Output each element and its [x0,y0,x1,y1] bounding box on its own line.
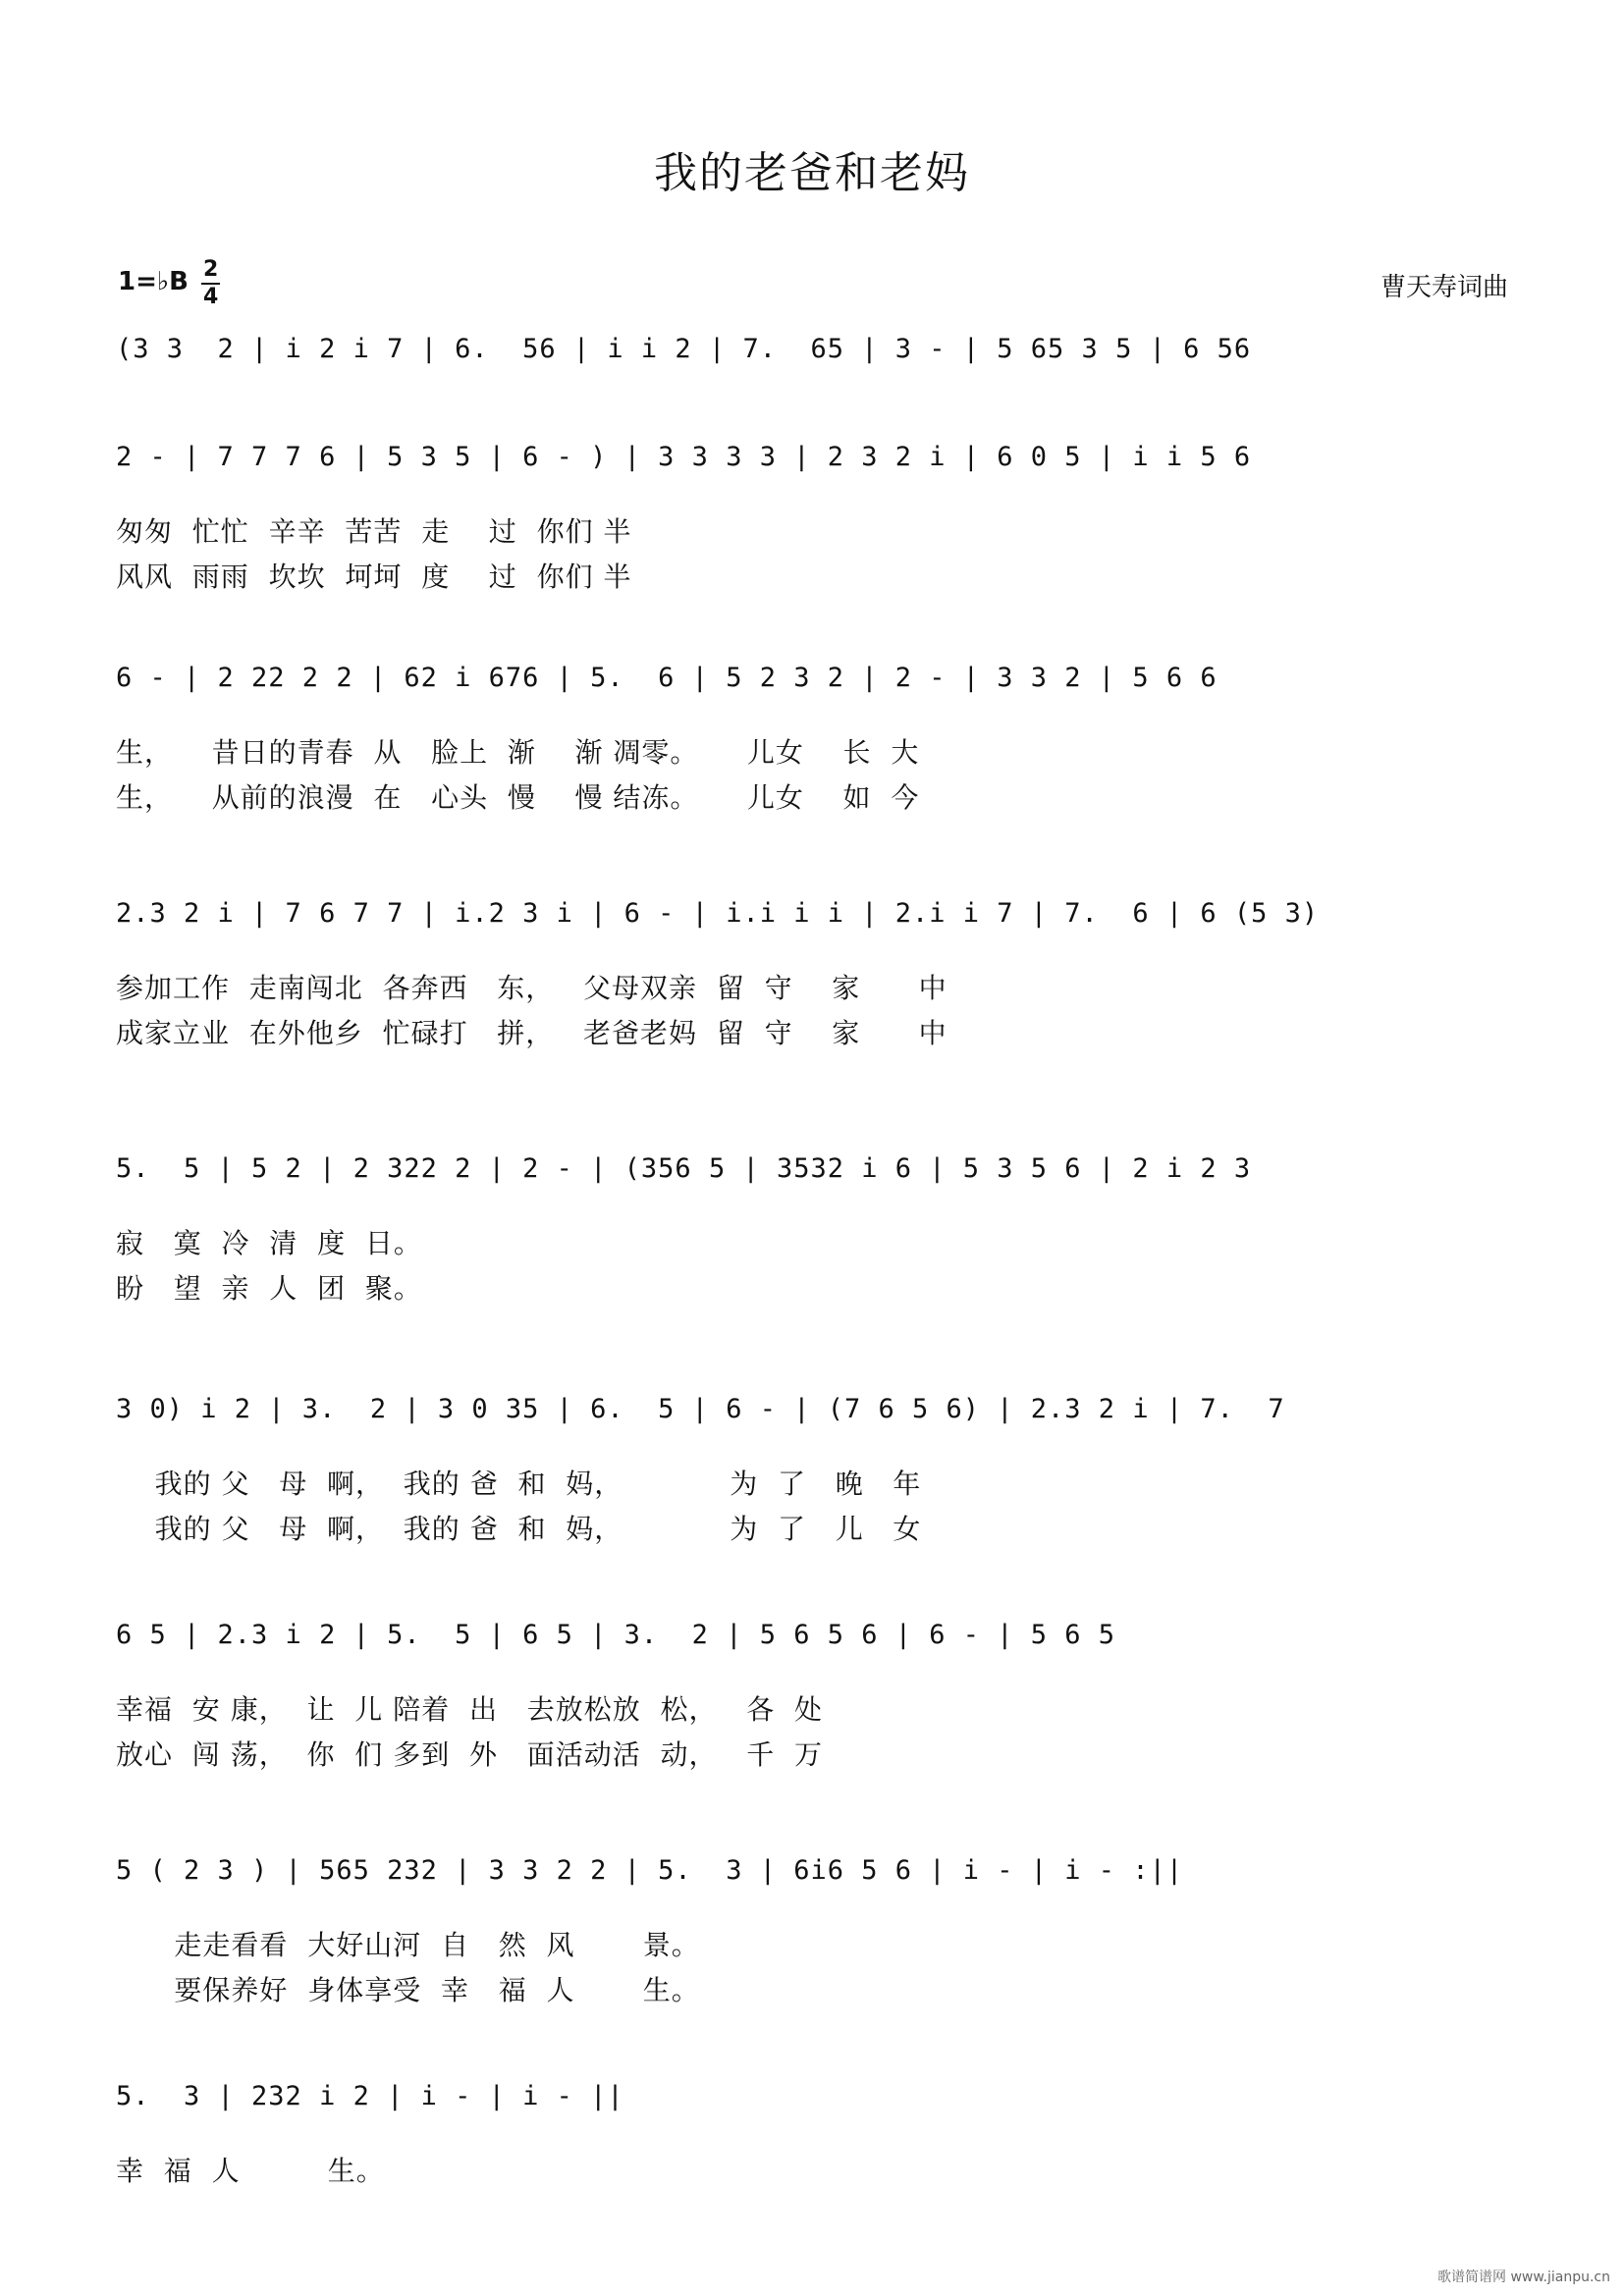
lyric-line: 匆匆 忙忙 辛辛 苦苦 走 过 你们 半 [116,515,632,548]
meter-top: 2 [201,257,220,285]
lyric-line: 生， 从前的浪漫 在 心头 慢 慢 结冻。 儿女 如 今 [116,781,920,814]
lyric-line: 风风 雨雨 坎坎 坷坷 度 过 你们 半 [116,561,632,593]
time-signature [201,257,220,310]
notation-row [98,1610,1532,1669]
lyric-line: 我的 父 母 啊， 我的 爸 和 妈， 为 了 儿 女 [116,1513,922,1545]
notation-text: 5 ( 2 3 ) | 565 232 | 3 3 2 2 | 5. 3 | 6i6 5 6 | i - | i - :|| [116,1855,1184,1886]
lyric-line: 生， 昔日的青春 从 脸上 渐 渐 凋零。 儿女 长 大 [116,736,920,769]
notation-row [98,653,1532,712]
lyric-line: 幸 福 人 生。 [116,2155,385,2187]
watermark: 歌谱简谱网 www.jianpu.cn [1437,2269,1610,2285]
notation-text: 6 5 | 2.3 i 2 | 5. 5 | 6 5 | 3. 2 | 5 6 5 6 | 6 - | 5 6 5 [116,1620,1116,1650]
lyric-line: 要保养好 身体享受 幸 福 人 生。 [116,1974,700,2006]
notation-text: 5. 5 | 5 2 | 2 322 2 | 2 - | (356 5 | 3532 i 6 | 5 3 5 6 | 2 i 2 3 [116,1153,1252,1184]
song-title: 我的老爸和老妈 [654,148,970,198]
notation-row [98,324,1532,383]
lyric-line: 盼 望 亲 人 团 聚。 [116,1272,422,1305]
notation-row [98,1845,1532,1904]
lyric-line: 放心 闯 荡， 你 们 多到 外 面活动活 动， 千 万 [116,1738,824,1771]
lyric-line: 幸福 安 康， 让 儿 陪着 出 去放松放 松， 各 处 [116,1693,824,1726]
notation-text: 6 - | 2 22 2 2 | 62 i 676 | 5. 6 | 5 2 3 2 | 2 - | 3 3 2 | 5 6 6 [116,663,1218,693]
lyric-line: 参加工作 走南闯北 各奔西 东， 父母双亲 留 守 家 中 [116,972,947,1004]
notation-row [98,1144,1532,1202]
notation-text: 5. 3 | 232 i 2 | i - | i - || [116,2081,624,2111]
composer-credit: 曹天寿词曲 [1380,273,1508,302]
notation-row [98,888,1532,947]
notation-text: (3 3 2 | i 2 i 7 | 6. 56 | i i 2 | 7. 65 | 3 - | 5 65 3 5 | 6 56 [116,334,1252,364]
notation-text: 3 0) i 2 | 3. 2 | 3 0 35 | 6. 5 | 6 - | (7 6 5 6) | 2.3 2 i | 7. 7 [116,1394,1285,1424]
notation-text: 2.3 2 i | 7 6 7 7 | i.2 3 i | 6 - | i.i i i | 2.i i 7 | 7. 6 | 6 (5 3) [116,898,1320,929]
lyric-line: 我的 父 母 啊， 我的 爸 和 妈， 为 了 晚 年 [116,1468,922,1500]
meter-bottom: 4 [203,285,219,309]
lyric-line: 成家立业 在外他乡 忙碌打 拼， 老爸老妈 留 守 家 中 [116,1017,947,1049]
key-signature: 1=♭B [118,267,189,296]
lyric-line: 寂 寞 冷 清 度 日。 [116,1227,422,1259]
notation-text: 2 - | 7 7 7 6 | 5 3 5 | 6 - ) | 3 3 3 3 | 2 3 2 i | 6 0 5 | i i 5 6 [116,442,1252,472]
notation-row [98,432,1532,491]
notation-row [98,1384,1532,1443]
lyric-line: 走走看看 大好山河 自 然 风 景。 [116,1929,700,1961]
notation-row [98,2071,1532,2130]
